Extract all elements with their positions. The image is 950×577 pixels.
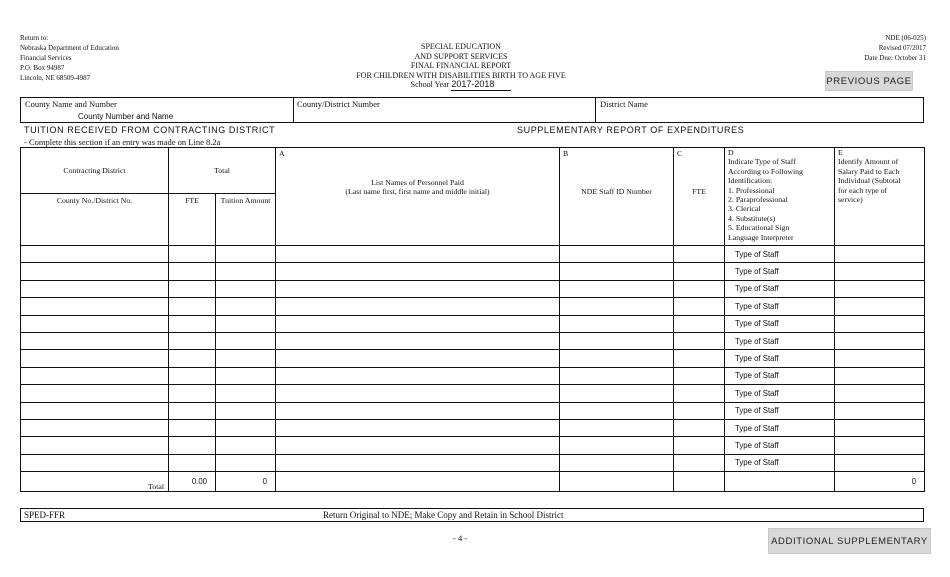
county-district-field[interactable] bbox=[21, 263, 169, 280]
district-name-label: District Name bbox=[600, 99, 648, 109]
col-a-title: List Names of Personnel Paid bbox=[371, 178, 464, 187]
return-line: Lincoln, NE 68509-4987 bbox=[20, 74, 91, 82]
staff-fte-field[interactable] bbox=[674, 263, 725, 280]
col-b-title: NDE Staff ID Number bbox=[581, 187, 652, 196]
total-header: Total bbox=[169, 148, 276, 194]
col-d-line: According to Following bbox=[728, 166, 803, 176]
salary-amount-field[interactable] bbox=[835, 332, 925, 349]
col-e-line: Salary Paid to Each bbox=[838, 166, 900, 176]
tuition-amount-field[interactable] bbox=[216, 350, 276, 367]
title-line: FOR CHILDREN WITH DISABILITIES BIRTH TO AGE FIVE bbox=[356, 70, 566, 80]
staff-type-select[interactable]: Type of Staff bbox=[725, 385, 835, 402]
previous-page-button[interactable]: PREVIOUS PAGE bbox=[825, 71, 913, 91]
county-info-row bbox=[20, 97, 924, 123]
return-line: Return to: bbox=[20, 34, 49, 42]
staff-type-select[interactable]: Type of Staff bbox=[725, 402, 835, 419]
divider bbox=[595, 98, 596, 122]
county-district-field[interactable] bbox=[21, 367, 169, 384]
page-number: - 4 - bbox=[453, 533, 468, 543]
table-row bbox=[21, 385, 925, 402]
salary-amount-field[interactable] bbox=[835, 385, 925, 402]
county-district-field[interactable] bbox=[21, 332, 169, 349]
footer-bar bbox=[20, 508, 924, 522]
total-salary-value: 0 bbox=[835, 472, 925, 492]
district-number-label: County/District Number bbox=[297, 99, 380, 109]
county-cell bbox=[25, 98, 293, 122]
col-e-line: for each type of bbox=[838, 185, 888, 195]
tuition-amount-field[interactable] bbox=[216, 280, 276, 297]
county-field[interactable]: County Number and Name bbox=[78, 112, 174, 121]
staff-fte-field[interactable] bbox=[674, 280, 725, 297]
col-d-line: Identification: bbox=[728, 176, 773, 186]
footer-instruction: Return Original to NDE; Make Copy and Retain in School District bbox=[323, 510, 564, 520]
staff-type-select[interactable]: Type of Staff bbox=[725, 332, 835, 349]
tuition-amount-header: Tuition Amount bbox=[216, 194, 276, 246]
personnel-name-field[interactable] bbox=[276, 454, 560, 471]
table-row bbox=[21, 263, 925, 280]
totals-blank bbox=[725, 472, 835, 492]
county-district-field[interactable] bbox=[21, 246, 169, 263]
personnel-name-field[interactable] bbox=[276, 280, 560, 297]
table-row bbox=[21, 437, 925, 454]
return-line: Financial Services bbox=[20, 54, 72, 62]
return-address bbox=[20, 33, 119, 83]
staff-fte-field[interactable] bbox=[674, 350, 725, 367]
school-year-line bbox=[330, 80, 592, 91]
staff-fte-field[interactable] bbox=[674, 385, 725, 402]
tuition-amount-field[interactable] bbox=[216, 402, 276, 419]
staff-fte-field[interactable] bbox=[674, 419, 725, 436]
salary-amount-field[interactable] bbox=[835, 402, 925, 419]
staff-id-field[interactable] bbox=[560, 454, 674, 471]
staff-fte-field[interactable] bbox=[674, 332, 725, 349]
tuition-amount-field[interactable] bbox=[216, 246, 276, 263]
total-tuition-value: 0 bbox=[216, 472, 276, 492]
salary-amount-field[interactable] bbox=[835, 315, 925, 332]
staff-type-select[interactable]: Type of Staff bbox=[725, 280, 835, 297]
salary-amount-field[interactable] bbox=[835, 454, 925, 471]
tuition-amount-field[interactable] bbox=[216, 419, 276, 436]
tuition-amount-field[interactable] bbox=[216, 263, 276, 280]
form-due-date: Date Due: October 31 bbox=[864, 54, 926, 62]
tuition-amount-field[interactable] bbox=[216, 315, 276, 332]
fte-field[interactable] bbox=[169, 332, 216, 349]
county-district-field[interactable] bbox=[21, 385, 169, 402]
staff-id-field[interactable] bbox=[560, 298, 674, 315]
personnel-name-field[interactable] bbox=[276, 246, 560, 263]
title-line: FINAL FINANCIAL REPORT bbox=[410, 61, 512, 71]
divider bbox=[293, 98, 294, 122]
col-d-line: 2. Paraprofessional bbox=[728, 195, 788, 205]
staff-type-select[interactable]: Type of Staff bbox=[725, 315, 835, 332]
tuition-amount-field[interactable] bbox=[216, 454, 276, 471]
fte-field[interactable] bbox=[169, 419, 216, 436]
col-c-header bbox=[674, 148, 725, 246]
salary-amount-field[interactable] bbox=[835, 437, 925, 454]
col-c-letter: C bbox=[677, 149, 683, 158]
fte-field[interactable] bbox=[169, 437, 216, 454]
staff-fte-field[interactable] bbox=[674, 315, 725, 332]
personnel-name-field[interactable] bbox=[276, 298, 560, 315]
salary-amount-field[interactable] bbox=[835, 263, 925, 280]
personnel-name-field[interactable] bbox=[276, 350, 560, 367]
col-e-header bbox=[835, 148, 925, 246]
county-district-field[interactable] bbox=[21, 402, 169, 419]
fte-field[interactable] bbox=[169, 263, 216, 280]
staff-fte-field[interactable] bbox=[674, 402, 725, 419]
county-label: County Name and Number bbox=[25, 99, 117, 109]
county-district-field[interactable] bbox=[21, 350, 169, 367]
form-code: NDE (06-025) bbox=[885, 34, 926, 42]
staff-id-field[interactable] bbox=[560, 419, 674, 436]
county-district-field[interactable] bbox=[21, 419, 169, 436]
personnel-name-field[interactable] bbox=[276, 402, 560, 419]
staff-id-field[interactable] bbox=[560, 332, 674, 349]
form-revised: Revised 07/2017 bbox=[878, 44, 926, 52]
col-d-line: Language Interpreter bbox=[728, 232, 794, 242]
staff-type-select[interactable]: Type of Staff bbox=[725, 246, 835, 263]
form-title bbox=[330, 42, 592, 91]
col-a-subtitle: (Last name first, first name and middle initial) bbox=[345, 187, 490, 196]
salary-amount-field[interactable] bbox=[835, 298, 925, 315]
staff-type-select[interactable]: Type of Staff bbox=[725, 350, 835, 367]
fte-header: FTE bbox=[169, 194, 216, 246]
personnel-name-field[interactable] bbox=[276, 315, 560, 332]
staff-id-field[interactable] bbox=[560, 263, 674, 280]
county-district-field[interactable] bbox=[21, 280, 169, 297]
county-district-field[interactable] bbox=[21, 454, 169, 471]
col-d-line: 5. Educational Sign bbox=[728, 223, 790, 233]
col-d-line: 3. Clerical bbox=[728, 204, 761, 214]
staff-type-select[interactable]: Type of Staff bbox=[725, 437, 835, 454]
personnel-name-field[interactable] bbox=[276, 263, 560, 280]
staff-type-select[interactable]: Type of Staff bbox=[725, 298, 835, 315]
expenditure-table bbox=[20, 147, 925, 492]
total-fte-value: 0.00 bbox=[169, 472, 216, 492]
col-d-header bbox=[725, 148, 835, 246]
form-id: SPED-FFR bbox=[24, 510, 66, 520]
title-line: AND SUPPORT SERVICES bbox=[414, 51, 508, 61]
staff-id-field[interactable] bbox=[560, 280, 674, 297]
col-d-letter: D bbox=[728, 148, 734, 157]
totals-blank bbox=[674, 472, 725, 492]
staff-id-field[interactable] bbox=[560, 385, 674, 402]
staff-fte-field[interactable] bbox=[674, 246, 725, 263]
staff-id-field[interactable] bbox=[560, 437, 674, 454]
col-e-line: service) bbox=[838, 195, 863, 205]
col-b-letter: B bbox=[563, 149, 569, 158]
additional-supplementary-button[interactable]: ADDITIONAL SUPPLEMENTARY bbox=[768, 528, 931, 554]
col-e-letter: E bbox=[838, 148, 843, 157]
school-year-label: School Year bbox=[410, 80, 450, 90]
table-row bbox=[21, 419, 925, 436]
table-body bbox=[21, 246, 925, 472]
tuition-note: - Complete this section if an entry was made on Line 8.2a bbox=[24, 137, 221, 147]
staff-fte-field[interactable] bbox=[674, 367, 725, 384]
salary-amount-field[interactable] bbox=[835, 246, 925, 263]
personnel-name-field[interactable] bbox=[276, 332, 560, 349]
totals-blank bbox=[560, 472, 674, 492]
staff-id-field[interactable] bbox=[560, 367, 674, 384]
staff-type-select[interactable]: Type of Staff bbox=[725, 454, 835, 471]
table-row bbox=[21, 332, 925, 349]
fte-field[interactable] bbox=[169, 367, 216, 384]
salary-amount-field[interactable] bbox=[835, 419, 925, 436]
form-info bbox=[864, 33, 926, 63]
fte-field[interactable] bbox=[169, 298, 216, 315]
county-district-field[interactable] bbox=[21, 315, 169, 332]
totals-blank bbox=[276, 472, 560, 492]
tuition-amount-field[interactable] bbox=[216, 298, 276, 315]
staff-type-select[interactable]: Type of Staff bbox=[725, 367, 835, 384]
salary-amount-field[interactable] bbox=[835, 280, 925, 297]
staff-id-field[interactable] bbox=[560, 402, 674, 419]
fte-field[interactable] bbox=[169, 402, 216, 419]
salary-amount-field[interactable] bbox=[835, 367, 925, 384]
table-row bbox=[21, 280, 925, 297]
fte-field[interactable] bbox=[169, 350, 216, 367]
totals-label: Total bbox=[21, 472, 169, 492]
staff-type-select[interactable]: Type of Staff bbox=[725, 263, 835, 280]
salary-amount-field[interactable] bbox=[835, 350, 925, 367]
contracting-district-header: Contracting District bbox=[21, 148, 169, 194]
col-e-line: Identify Amount of bbox=[838, 157, 899, 167]
table-row bbox=[21, 454, 925, 471]
col-a-letter: A bbox=[279, 149, 285, 158]
staff-fte-field[interactable] bbox=[674, 437, 725, 454]
title-line: SPECIAL EDUCATION bbox=[421, 42, 501, 51]
col-e-line: Individual (Subtotal bbox=[838, 176, 901, 186]
fte-field[interactable] bbox=[169, 280, 216, 297]
table-row bbox=[21, 350, 925, 367]
school-year-field[interactable]: 2017-2018 bbox=[451, 80, 511, 91]
return-line: Nebraska Department of Education bbox=[20, 44, 119, 52]
col-b-header bbox=[560, 148, 674, 246]
return-line: P.O. Box 94987 bbox=[20, 64, 65, 72]
staff-id-field[interactable] bbox=[560, 315, 674, 332]
staff-type-select[interactable]: Type of Staff bbox=[725, 419, 835, 436]
table-row bbox=[21, 246, 925, 263]
staff-fte-field[interactable] bbox=[674, 298, 725, 315]
tuition-amount-field[interactable] bbox=[216, 367, 276, 384]
tuition-amount-field[interactable] bbox=[216, 437, 276, 454]
col-a-header bbox=[276, 148, 560, 246]
tuition-amount-field[interactable] bbox=[216, 385, 276, 402]
staff-fte-field[interactable] bbox=[674, 454, 725, 471]
col-c-title: FTE bbox=[692, 187, 706, 196]
personnel-name-field[interactable] bbox=[276, 367, 560, 384]
tuition-section-title: TUITION RECEIVED FROM CONTRACTING DISTRICT bbox=[24, 125, 276, 135]
personnel-name-field[interactable] bbox=[276, 419, 560, 436]
personnel-name-field[interactable] bbox=[276, 437, 560, 454]
staff-id-field[interactable] bbox=[560, 350, 674, 367]
supplementary-section-title: SUPPLEMENTARY REPORT OF EXPENDITURES bbox=[517, 125, 745, 135]
personnel-name-field[interactable] bbox=[276, 385, 560, 402]
county-district-field[interactable] bbox=[21, 298, 169, 315]
totals-row bbox=[21, 472, 925, 492]
fte-field[interactable] bbox=[169, 246, 216, 263]
fte-field[interactable] bbox=[169, 315, 216, 332]
table-row bbox=[21, 402, 925, 419]
tuition-amount-field[interactable] bbox=[216, 332, 276, 349]
fte-field[interactable] bbox=[169, 385, 216, 402]
col-d-line: Indicate Type of Staff bbox=[728, 157, 796, 167]
county-no-header: County No./District No. bbox=[21, 194, 169, 246]
col-d-line: 1. Professional bbox=[728, 185, 775, 195]
table-row bbox=[21, 298, 925, 315]
table-row bbox=[21, 315, 925, 332]
col-d-line: 4. Substitute(s) bbox=[728, 213, 776, 223]
fte-field[interactable] bbox=[169, 454, 216, 471]
staff-id-field[interactable] bbox=[560, 246, 674, 263]
table-row bbox=[21, 367, 925, 384]
county-district-field[interactable] bbox=[21, 437, 169, 454]
